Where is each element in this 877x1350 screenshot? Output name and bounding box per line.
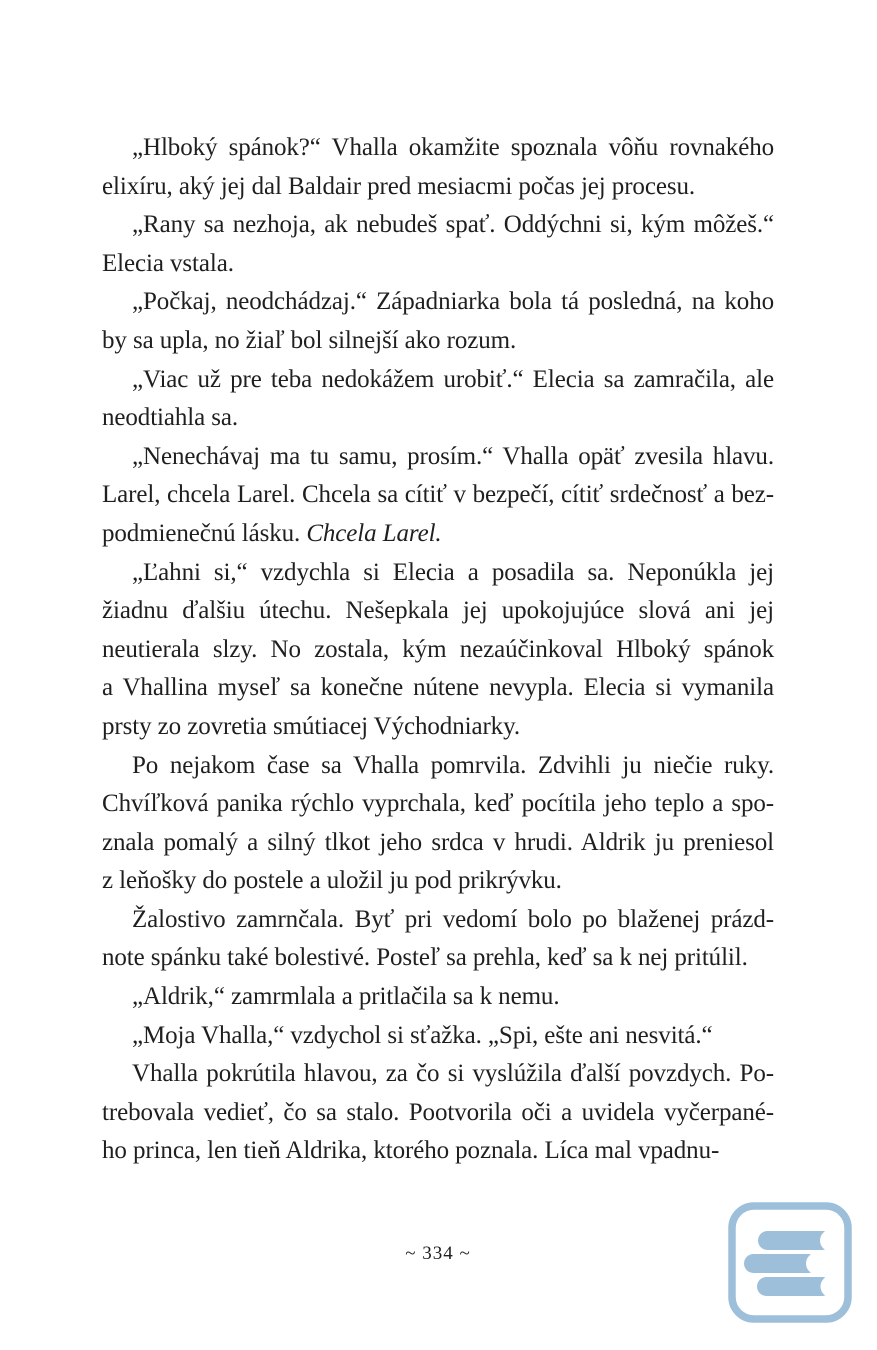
text-line: neutierala slzy. No zostala, kým nezaúčinkoval Hlboký spánok: [102, 635, 774, 663]
paragraph: [102, 901, 774, 978]
text-line: Žalostivo zamrnčala. Byť pri vedomí bolo po blaženej prázd-: [132, 905, 774, 933]
paragraph: [102, 206, 774, 283]
paragraph: [102, 978, 774, 1017]
text-line: Elecia vstala.: [102, 249, 234, 277]
italic-phrase: Chcela Larel.: [306, 519, 442, 547]
paragraph: [102, 283, 774, 360]
text-line: trebovala vedieť, čo sa stalo. Pootvorila oči a uvidela vyčerpané-: [102, 1098, 774, 1126]
text-line: „Hlboký spánok?“ Vhalla okamžite spoznala vôňu rovnakého: [132, 134, 774, 161]
text-line: „Aldrik,“ zamrmlala a pritlačila sa k nemu.: [132, 983, 560, 1011]
paragraph: [102, 747, 774, 901]
text-line: Vhalla pokrútila hlavou, za čo si vyslúžila ďalší povzdych. Po-: [132, 1060, 774, 1088]
text-line: elixíru, aký jej dal Baldair pred mesiacmi počas jej procesu.: [102, 172, 695, 200]
stacked-books-icon: [728, 1202, 852, 1323]
text-line: [102, 515, 774, 554]
text-line: Chvíľková panika rýchlo vyprchala, keď pocítila jeho teplo a spo-: [102, 790, 774, 818]
paragraph: [102, 438, 774, 554]
text-line: „Počkaj, neodchádzaj.“ Západniarka bola tá posledná, na koho: [132, 288, 774, 316]
text-line: žiadnu ďalšiu útechu. Nešepkala jej upokojujúce slová ani jej: [102, 597, 774, 625]
text-line: „Viac už pre teba nedokážem urobiť.“ Elecia sa zamračila, ale: [132, 365, 774, 393]
paragraph: [102, 129, 774, 206]
text-line: neodtiahla sa.: [102, 404, 239, 432]
text-line: a Vhallina myseľ sa konečne nútene nevypla. Elecia si vymanila: [102, 674, 774, 702]
text-line: „Ľahni si,“ vzdychla si Elecia a posadila sa. Neponúkla jej: [132, 558, 774, 586]
text-line: prsty zo zovretia smútiacej Východniarky.: [102, 712, 520, 740]
paragraph: [102, 361, 774, 438]
page-text: [102, 129, 774, 1171]
paragraph: [102, 1017, 774, 1056]
text-line: ho princa, len tieň Aldrika, ktorého poznala. Líca mal vpadnu-: [102, 1137, 720, 1165]
text-line: Po nejakom čase sa Vhalla pomrvila. Zdvihli ju niečie ruky.: [132, 751, 774, 779]
text-line: „Moja Vhalla,“ vzdychol si sťažka. „Spi, ešte ani nesvitá.“: [132, 1021, 713, 1049]
text-line: by sa upla, no žiaľ bol silnejší ako rozum.: [102, 326, 517, 354]
text-line: znala pomalý a silný tlkot jeho srdca v hrudi. Aldrik ju preniesol: [102, 828, 774, 856]
text-line: Larel, chcela Larel. Chcela sa cítiť v bezpečí, cítiť srdečnosť a bez-: [102, 481, 774, 509]
book-top-notch: [820, 1230, 842, 1252]
text-line: „Nenechávaj ma tu samu, prosím.“ Vhalla opäť zvesila hlavu.: [132, 442, 774, 470]
text-line: note spánku také bolestivé. Posteľ sa prehla, keď sa k nej pritúlil.: [102, 944, 748, 972]
text-line: „Rany sa nezhoja, ak nebudeš spať. Oddýchni si, kým môžeš.“: [132, 211, 774, 239]
text-line: z leňošky do postele a uložil ju pod prikrývku.: [102, 867, 562, 895]
book-bottom-notch: [821, 1276, 843, 1298]
book-middle-notch: [806, 1253, 828, 1275]
paragraph: [102, 1055, 774, 1171]
text-segment: podmienečnú lásku.: [102, 519, 307, 547]
paragraph: [102, 554, 774, 747]
page-number: ~ 334 ~: [405, 1243, 471, 1264]
